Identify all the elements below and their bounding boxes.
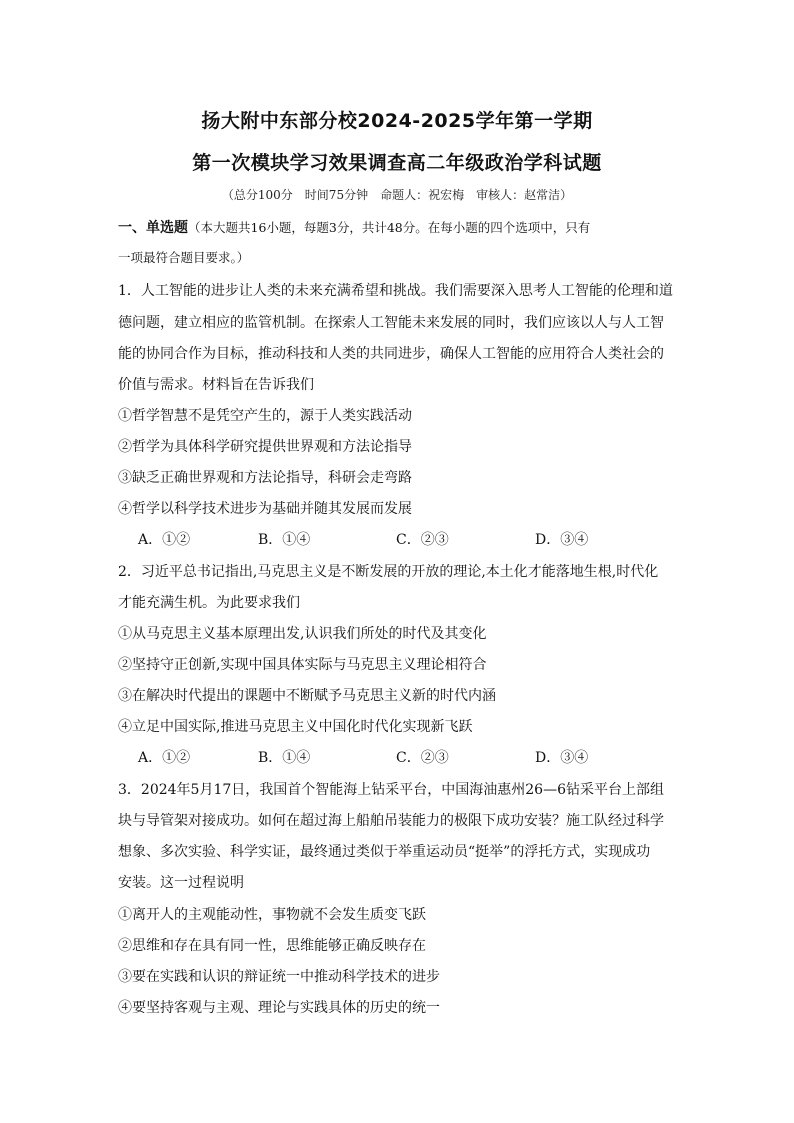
q2-stem-line: 才能充满生机。为此要求我们	[118, 595, 300, 611]
q3-stem-line: 3．2024年5月17日，我国首个智能海上钻采平台，中国海油惠州26—6钻采平台上部组	[118, 782, 664, 798]
q1-option-c[interactable]: C．②③	[396, 532, 449, 548]
exam-info: （总分100分 时间75分钟 命题人：祝宏梅 审核人：赵常洁）	[221, 188, 573, 202]
q2-stem-line: 2．习近平总书记指出,马克思主义是不断发展的开放的理论,本土化才能落地生根,时代化	[118, 564, 659, 580]
q3-item: ②思维和存在具有同一性，思维能够正确反映存在	[118, 938, 426, 954]
q1-option-a[interactable]: A．①②	[138, 532, 191, 548]
q2-option-d[interactable]: D．③④	[535, 750, 589, 766]
q1-item: ②哲学为具体科学研究提供世界观和方法论指导	[118, 439, 412, 455]
q2-item: ④立足中国实际,推进马克思主义中国化时代化实现新飞跃	[118, 719, 473, 735]
q1-option-d[interactable]: D．③④	[535, 532, 589, 548]
q3-stem-line: 块与导管架对接成功。如何在超过海上船舶吊装能力的极限下成功安装？施工队经过科学	[118, 813, 664, 829]
q2-item: ③在解决时代提出的课题中不断赋予马克思主义新的时代内涵	[118, 688, 496, 704]
q1-stem-line: 价值与需求。材料旨在告诉我们	[118, 377, 314, 393]
q1-item: ③缺乏正确世界观和方法论指导，科研会走弯路	[118, 470, 412, 486]
exam-title-line2: 第一次模块学习效果调查高二年级政治学科试题	[192, 152, 602, 174]
q1-option-b[interactable]: B．①④	[258, 532, 311, 548]
q1-stem-line: 德问题，建立相应的监管机制。在探索人工智能未来发展的同时，我们应该以人与人工智	[118, 315, 664, 331]
q3-item: ①离开人的主观能动性，事物就不会发生质变飞跃	[118, 907, 426, 923]
q2-item: ①从马克思主义基本原理出发,认识我们所处的时代及其变化	[118, 626, 487, 642]
q3-item: ④要坚持客观与主观、理论与实践具体的历史的统一	[118, 1000, 440, 1016]
exam-title-line1: 扬大附中东部分校2024-2025学年第一学期	[201, 110, 593, 132]
q2-option-c[interactable]: C．②③	[396, 750, 449, 766]
q3-stem-line: 想象、多次实验、科学实证，最终通过类似于举重运动员“挺举”的浮托方式，实现成功	[118, 844, 651, 860]
q3-stem-line: 安装。这一过程说明	[118, 875, 244, 891]
q1-item: ①哲学智慧不是凭空产生的，源于人类实践活动	[118, 408, 412, 424]
section-heading: 一、单选题	[118, 220, 188, 236]
q3-item: ③要在实践和认识的辩证统一中推动科学技术的进步	[118, 969, 440, 985]
section-note-cont: 一项最符合题目要求。）	[118, 250, 250, 265]
q1-stem-line: 能的协同合作为目标，推动科技和人类的共同进步，确保人工智能的应用符合人类社会的	[118, 346, 664, 362]
q1-item: ④哲学以科学技术进步为基础并随其发展而发展	[118, 501, 412, 517]
section-note: （本大题共16小题，每题3分，共计48分。在每小题的四个选项中，只有	[188, 220, 591, 235]
section-header	[118, 217, 590, 237]
q2-item: ②坚持守正创新,实现中国具体实际与马克思主义理论相符合	[118, 657, 487, 673]
q1-stem-line: 1．人工智能的进步让人类的未来充满希望和挑战。我们需要深入思考人工智能的伦理和道	[118, 283, 673, 299]
q2-option-b[interactable]: B．①④	[258, 750, 311, 766]
q2-option-a[interactable]: A．①②	[138, 750, 191, 766]
